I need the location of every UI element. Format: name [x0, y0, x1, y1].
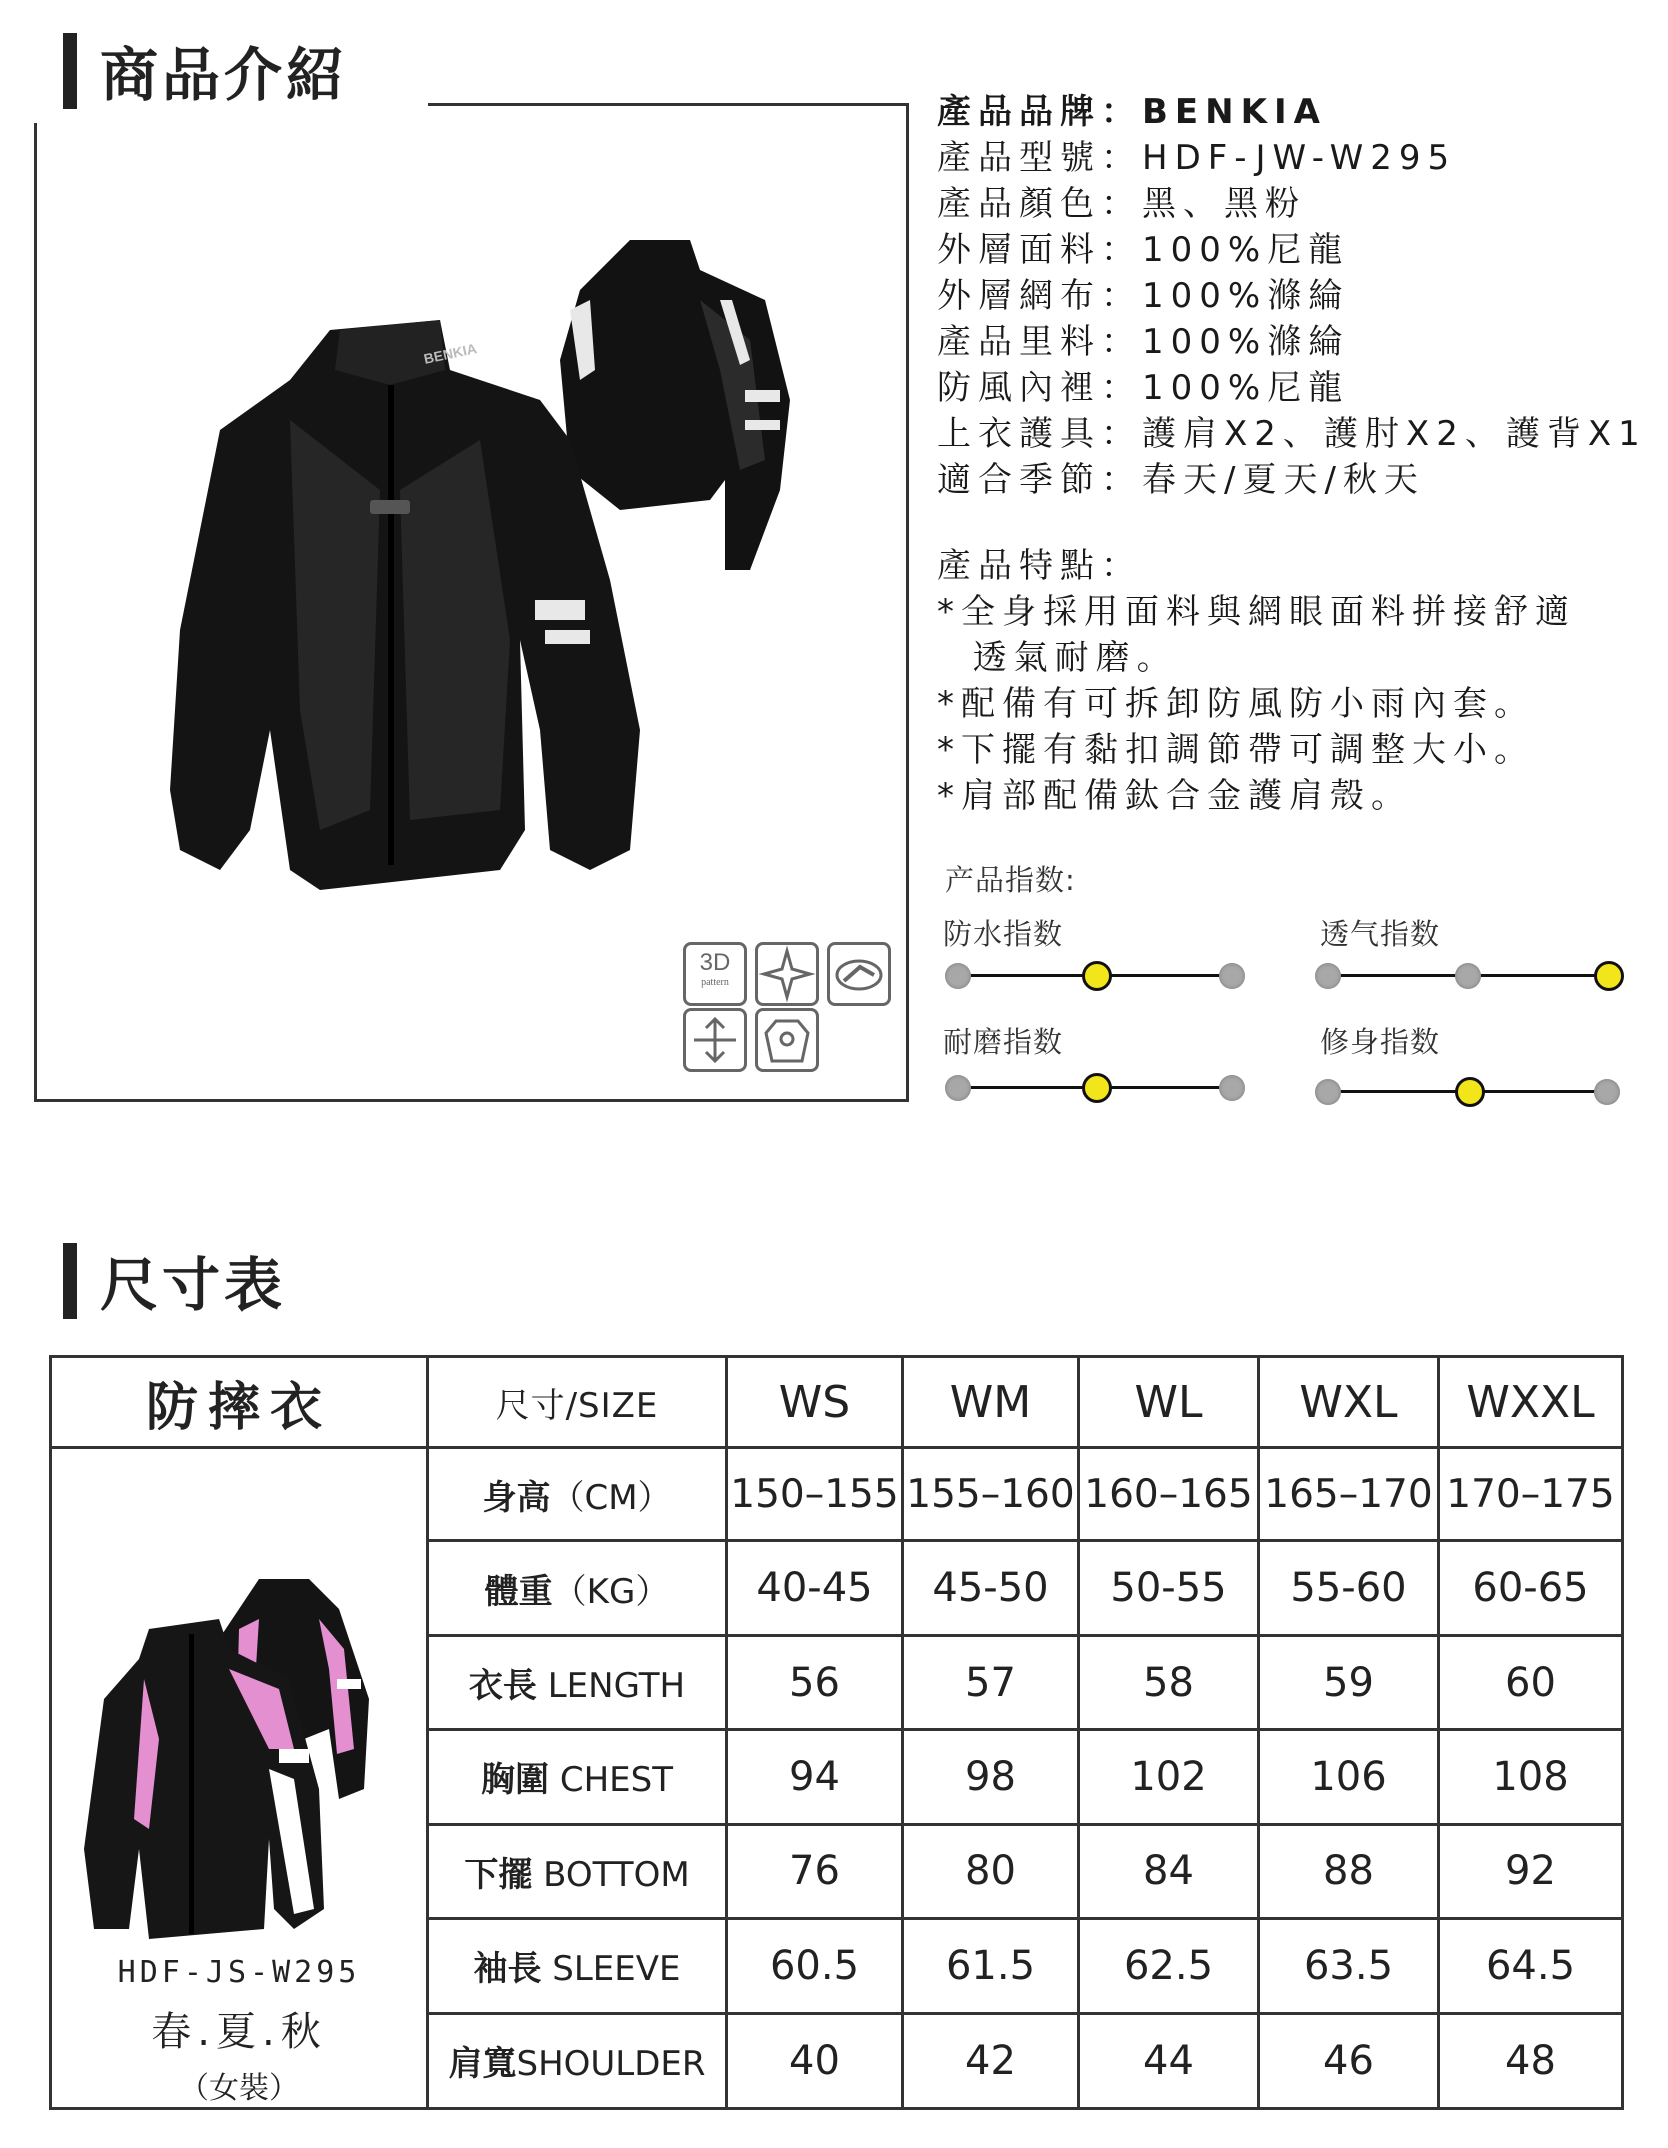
spec-windproof-liner: 防風內裡：100%尼龍	[937, 368, 1350, 408]
frame-border-left	[34, 123, 37, 1102]
table-cell: 50-55	[1079, 1541, 1259, 1635]
row-label-chest: 胸圍 CHEST	[428, 1730, 727, 1824]
index-dot-active	[1082, 961, 1112, 991]
table-row	[51, 1448, 1623, 1541]
table-cell: 48	[1439, 2013, 1623, 2109]
rider-protection-icon	[827, 942, 891, 1006]
armor-jacket-icon	[755, 1008, 819, 1072]
feature-line: *下擺有黏扣調節帶可調整大小。	[937, 730, 1535, 770]
index-dot	[1315, 1079, 1341, 1105]
frame-border-bottom	[34, 1099, 909, 1102]
row-label-length: 衣長 LENGTH	[428, 1635, 727, 1729]
index-dot-active	[1455, 1077, 1485, 1107]
table-cell: 60.5	[727, 1919, 903, 2013]
size-header-label: 尺寸/SIZE	[428, 1357, 727, 1448]
row-label-shoulder: 肩寬SHOULDER	[428, 2013, 727, 2109]
table-cell: 59	[1259, 1635, 1439, 1729]
feature-line: *配備有可拆卸防風防小雨內套。	[937, 684, 1535, 724]
index-label-abrasion: 耐磨指数	[943, 1025, 1064, 1059]
garment-cell	[51, 1448, 428, 2109]
table-cell: 94	[727, 1730, 903, 1824]
index-scale-breathability	[1315, 956, 1620, 996]
table-cell: 92	[1439, 1824, 1623, 1918]
jacket-logo: BENKIA	[422, 340, 479, 367]
table-cell: 64.5	[1439, 1919, 1623, 2013]
table-cell: 61.5	[903, 1919, 1079, 2013]
size-column-header: WXXL	[1439, 1357, 1623, 1448]
spec-brand: 產品品牌：BENKIA	[937, 92, 1327, 132]
row-label-height: 身高（CM）	[428, 1448, 727, 1541]
table-cell: 76	[727, 1824, 903, 1918]
feature-line: *肩部配備鈦合金護肩殼。	[937, 776, 1412, 816]
table-cell: 63.5	[1259, 1919, 1439, 2013]
index-dot	[945, 1075, 971, 1101]
index-scale-fit	[1315, 1072, 1620, 1112]
section-marker	[63, 33, 77, 109]
size-column-header: WS	[727, 1357, 903, 1448]
pink-jacket-image	[69, 1569, 409, 1939]
size-column-header: WL	[1079, 1357, 1259, 1448]
index-dot	[1219, 963, 1245, 989]
index-dot-active	[1082, 1073, 1112, 1103]
product-section-title: 商品介紹	[100, 41, 349, 109]
table-cell: 55-60	[1259, 1541, 1439, 1635]
feature-line: 透氣耐磨。	[937, 638, 1178, 678]
size-column-header: WXL	[1259, 1357, 1439, 1448]
spec-outer-fabric: 外層面料：100%尼龍	[937, 230, 1350, 270]
spec-outer-mesh: 外層網布：100%滌綸	[937, 276, 1350, 316]
spec-protectors: 上衣護具：護肩X2、護肘X2、護背X1	[937, 414, 1647, 454]
breathable-star-icon	[755, 942, 819, 1006]
table-cell: 80	[903, 1824, 1079, 1918]
garment-title: 防摔衣	[51, 1357, 428, 1448]
frame-border-top	[428, 103, 909, 106]
index-label-waterproof: 防水指数	[943, 917, 1064, 951]
size-section-title: 尺寸表	[100, 1251, 287, 1319]
spec-season: 適合季節：春天/夏天/秋天	[937, 460, 1425, 500]
table-cell: 62.5	[1079, 1919, 1259, 2013]
table-cell: 150–155	[727, 1448, 903, 1541]
table-cell: 45-50	[903, 1541, 1079, 1635]
index-dot	[945, 963, 971, 989]
section-marker	[63, 1243, 77, 1319]
row-label-bottom: 下擺 BOTTOM	[428, 1824, 727, 1918]
index-dot	[1455, 963, 1481, 989]
features-title: 產品特點：	[937, 546, 1142, 586]
table-cell: 60	[1439, 1635, 1623, 1729]
frame-border-right	[906, 103, 909, 1102]
table-cell: 155–160	[903, 1448, 1079, 1541]
size-column-header: WM	[903, 1357, 1079, 1448]
adjustable-fit-icon	[683, 1008, 747, 1072]
index-dot	[1594, 1079, 1620, 1105]
index-label-fit: 修身指数	[1320, 1025, 1441, 1059]
table-cell: 98	[903, 1730, 1079, 1824]
table-cell: 165–170	[1259, 1448, 1439, 1541]
table-cell: 57	[903, 1635, 1079, 1729]
index-title: 产品指数:	[945, 863, 1076, 897]
jacket-back-view	[560, 240, 790, 570]
model-number: HDF-JS-W295	[117, 1955, 361, 1990]
seasons-label: 春.夏.秋	[151, 2009, 327, 2055]
table-cell: 40-45	[727, 1541, 903, 1635]
table-cell: 108	[1439, 1730, 1623, 1824]
table-cell: 44	[1079, 2013, 1259, 2109]
product-jacket-image	[120, 230, 840, 970]
table-cell: 40	[727, 2013, 903, 2109]
index-scale-waterproof	[945, 956, 1245, 996]
table-cell: 88	[1259, 1824, 1439, 1918]
index-dot	[1219, 1075, 1245, 1101]
feature-line: *全身採用面料與網眼面料拼接舒適	[937, 592, 1576, 632]
row-label-weight: 體重（KG）	[428, 1541, 727, 1635]
gender-label: （女裝）	[179, 2071, 299, 2106]
index-scale-abrasion	[945, 1068, 1245, 1108]
index-dot	[1315, 963, 1341, 989]
index-label-breathability: 透气指数	[1320, 917, 1441, 951]
table-cell: 46	[1259, 2013, 1439, 2109]
table-cell: 60-65	[1439, 1541, 1623, 1635]
table-cell: 170–175	[1439, 1448, 1623, 1541]
table-cell: 42	[903, 2013, 1079, 2109]
table-cell: 102	[1079, 1730, 1259, 1824]
index-dot-active	[1594, 961, 1624, 991]
size-table	[49, 1355, 1624, 2110]
3d-pattern-icon: 3D pattern	[683, 942, 747, 1006]
table-cell: 106	[1259, 1730, 1439, 1824]
table-cell: 160–165	[1079, 1448, 1259, 1541]
row-label-sleeve: 袖長 SLEEVE	[428, 1919, 727, 2013]
table-cell: 58	[1079, 1635, 1259, 1729]
table-cell: 56	[727, 1635, 903, 1729]
size-header-row	[51, 1357, 1623, 1448]
table-cell: 84	[1079, 1824, 1259, 1918]
spec-color: 產品顏色：黑、黑粉	[937, 184, 1306, 224]
spec-lining: 產品里料：100%滌綸	[937, 322, 1350, 362]
spec-model: 產品型號：HDF-JW-W295	[937, 138, 1457, 178]
